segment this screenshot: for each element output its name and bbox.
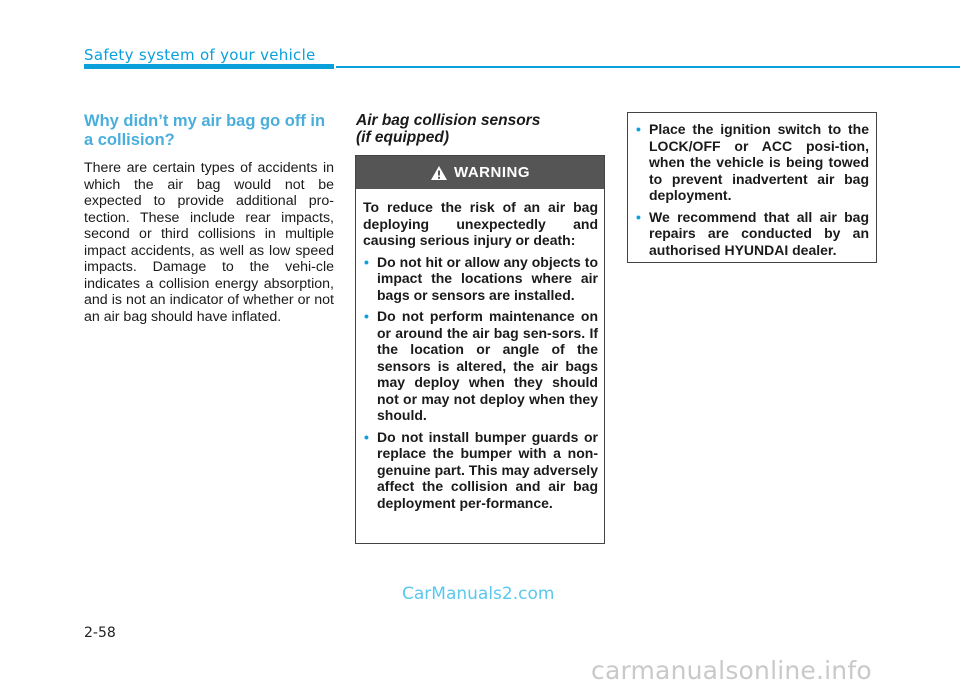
header-rule xyxy=(336,66,960,68)
section-title: Safety system of your vehicle xyxy=(84,46,316,64)
bullet-dot-icon: • xyxy=(636,208,641,225)
warning-bullet-text: Do not install bumper guards or replace the bumper with a non-genuine part. This may adversely affect the collision and air bag deployment per-formance. xyxy=(377,428,598,511)
warning-triangle-icon xyxy=(430,165,448,181)
bullet-dot-icon: • xyxy=(364,428,369,445)
header-accent-bar xyxy=(84,64,334,69)
air-bag-faq-heading: Why didn’t my air bag go off in a collision? xyxy=(84,112,326,149)
warning-title: WARNING xyxy=(454,164,530,181)
warning-bullet-text: Do not hit or allow any objects to impact the locations where air bags or sensors are installed. xyxy=(377,253,598,303)
right-bullet-text: Place the ignition switch to the LOCK/OFF or ACC posi-tion, when the vehicle is being towed to prevent inadvertent air bag deployment. xyxy=(649,121,869,203)
warning-bullet xyxy=(363,254,598,304)
sensors-heading-line1: Air bag collision sensors xyxy=(356,112,541,129)
bullet-dot-icon: • xyxy=(364,308,369,324)
right-warning-continuation xyxy=(627,112,877,263)
warning-bullet-list xyxy=(363,254,598,512)
footer-watermark: carmanualsonline.info xyxy=(591,656,872,685)
warning-bullet-text: Do not perform maintenance on or around the air bag sen-sors. If the location or angle of the sensors is altered, the air bags may deploy when they should not or may not deploy when they should. xyxy=(377,308,598,423)
sensors-heading xyxy=(356,112,606,146)
warning-body xyxy=(356,189,604,511)
right-bullet-list xyxy=(635,121,869,258)
left-column xyxy=(84,112,334,325)
bullet-dot-icon: • xyxy=(636,121,641,137)
warning-header xyxy=(356,156,604,189)
middle-column xyxy=(356,112,606,146)
page-number: 2-58 xyxy=(84,625,116,641)
warning-bullet xyxy=(363,429,598,512)
warning-intro: To reduce the risk of an air bag deploying unexpectedly and causing serious injury or death: xyxy=(363,199,598,248)
right-bullet-text: We recommend that all air bag repairs are conducted by an authorised HYUNDAI dealer. xyxy=(649,208,869,258)
right-bullet xyxy=(635,121,869,204)
watermark-link[interactable]: CarManuals2.com xyxy=(402,584,555,604)
right-bullet xyxy=(635,209,869,259)
warning-box xyxy=(355,155,605,544)
sensors-heading-line2: (if equipped) xyxy=(356,129,449,146)
bullet-dot-icon: • xyxy=(364,253,369,270)
air-bag-faq-body: There are certain types of accidents in which the air bag would not be expected to provide additional pro-tection. These include rear impacts, second or third collisions in multiple impact accidents, as well as low speed impacts. Damage to the vehi-cle indicates a collision energy absorption, and is not an indicator of whether or not an air bag should have inflated. xyxy=(84,160,334,325)
warning-bullet xyxy=(363,308,598,424)
